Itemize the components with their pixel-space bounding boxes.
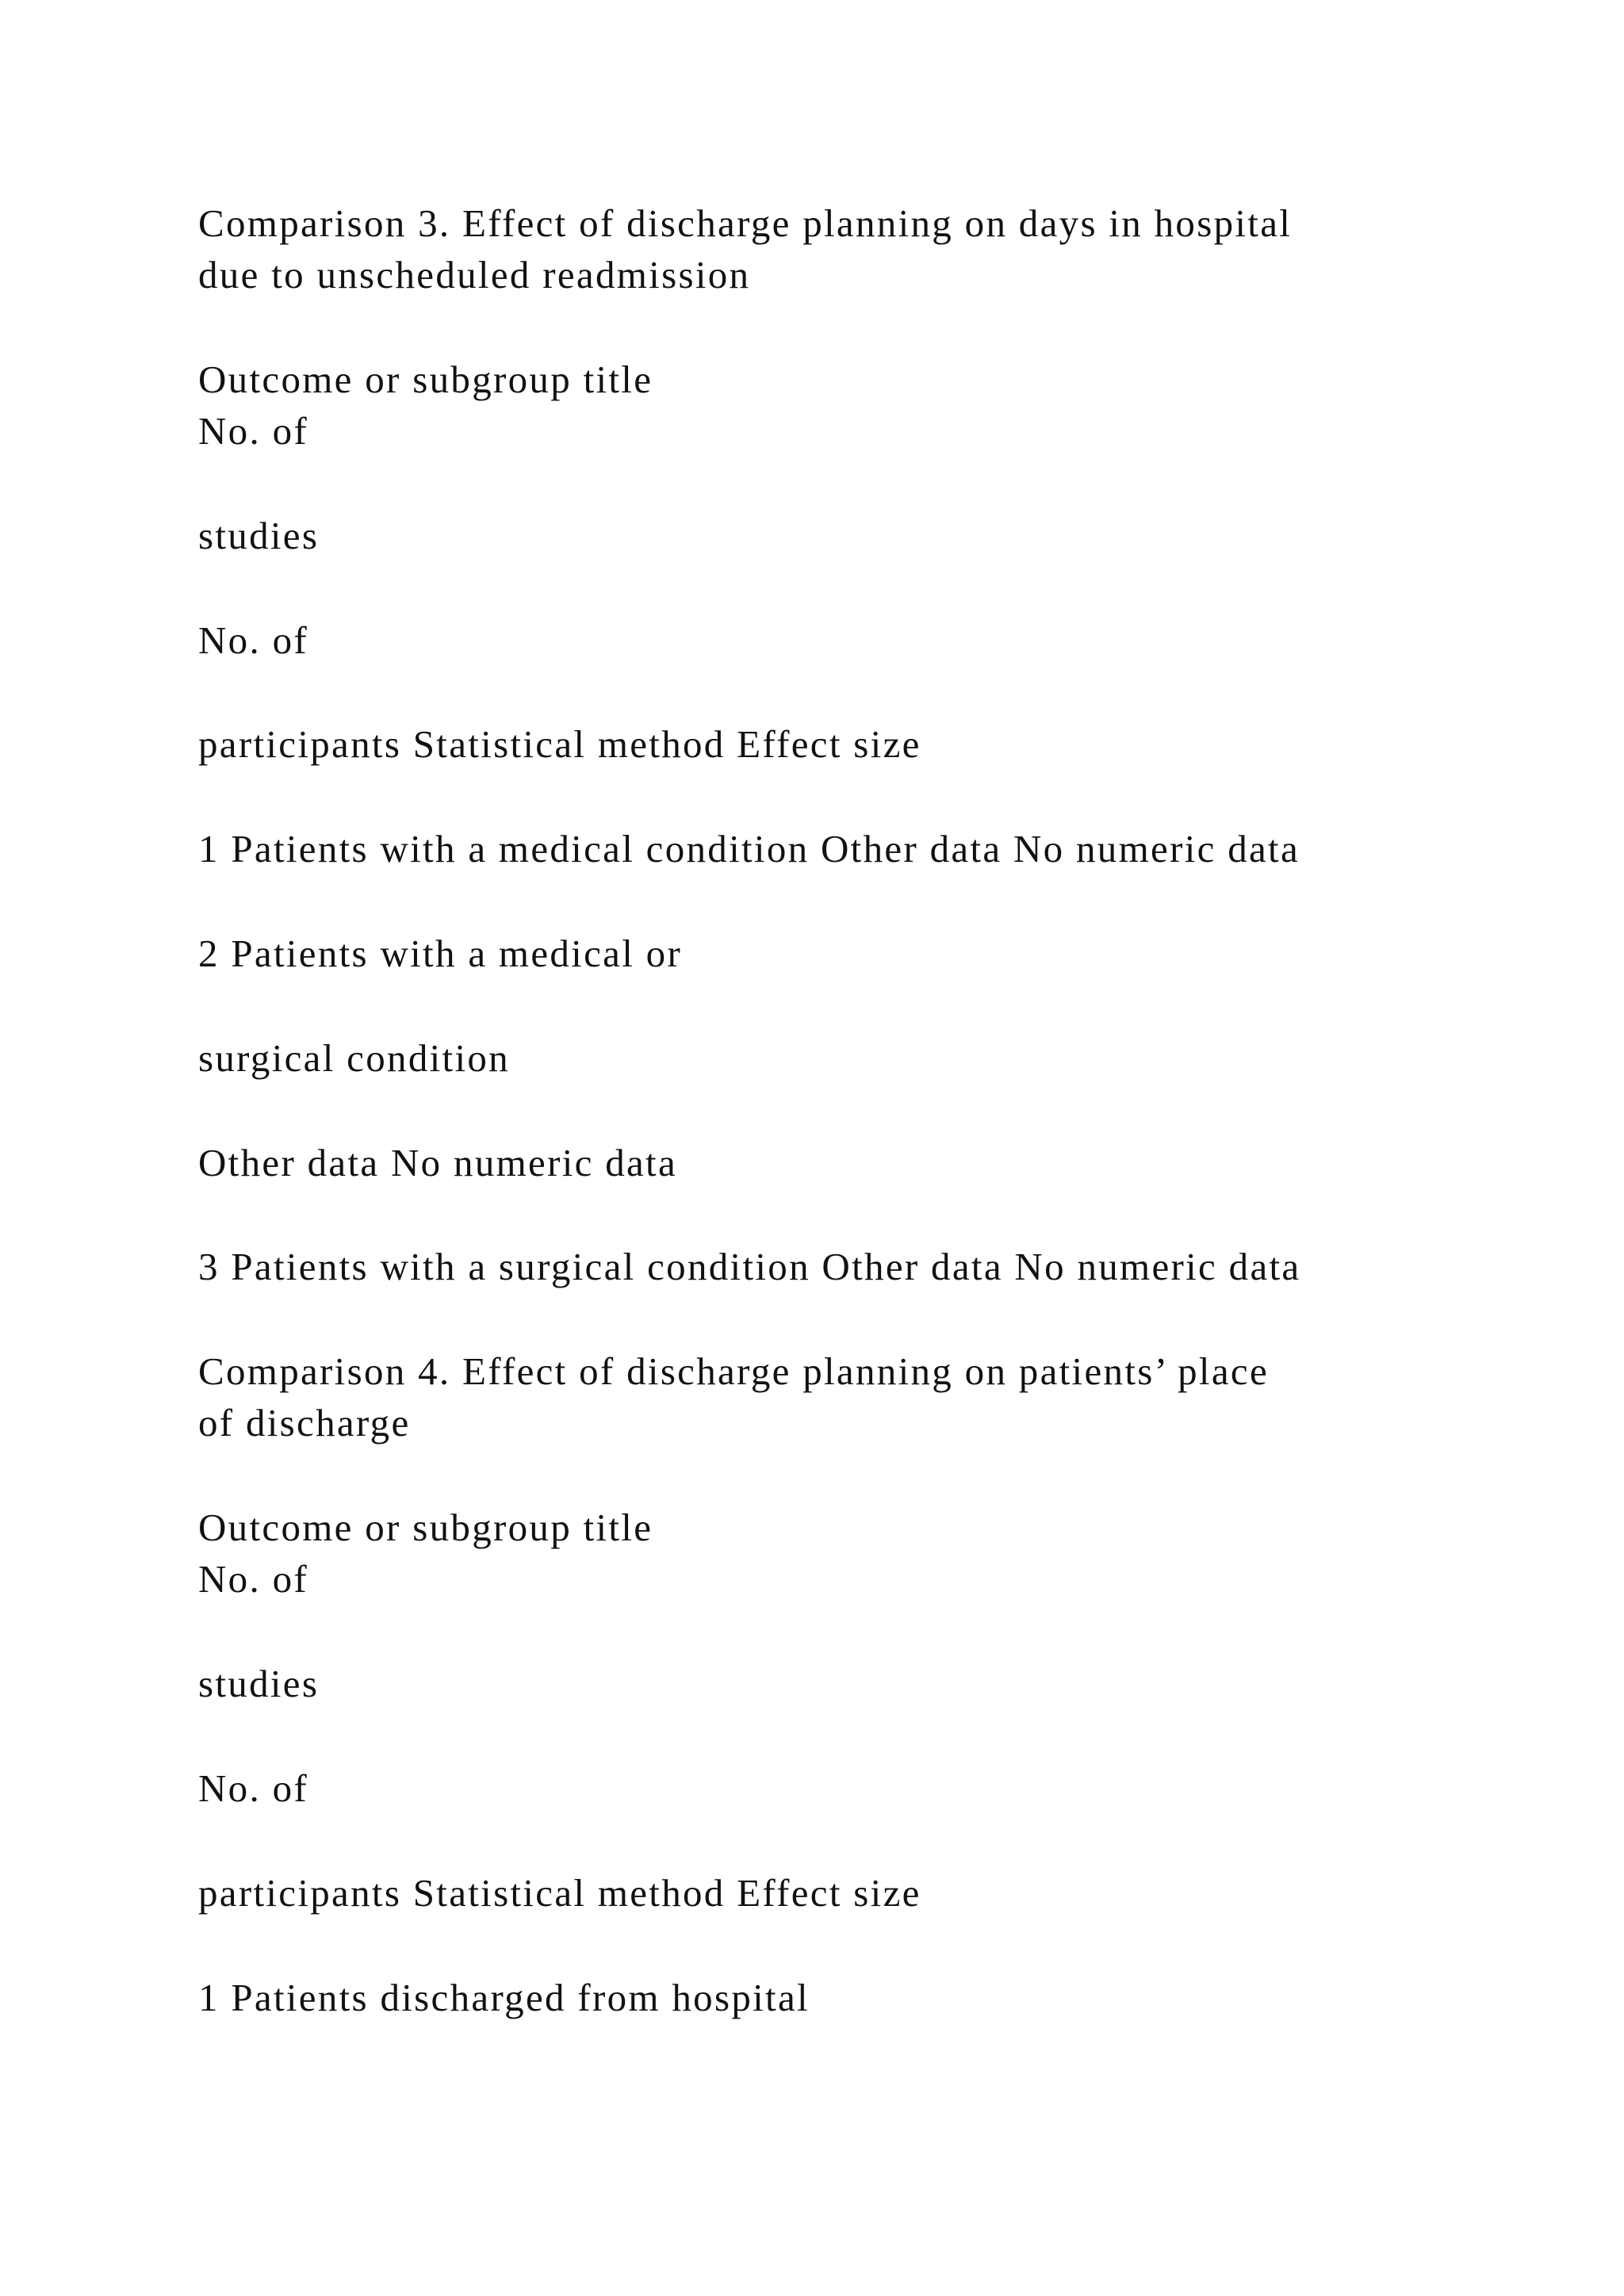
comparison-3-row-2: 2 Patients with a medical or: [198, 932, 683, 975]
comparison-3-header-no-of-participants: No. of: [198, 618, 309, 662]
comparison-4-header-outcome: Outcome or subgroup title: [198, 1506, 653, 1549]
comparison-3-title-line-1: Comparison 3. Effect of discharge planning on days in hospital: [198, 201, 1293, 245]
comparison-4-title-line-2: of discharge: [198, 1401, 411, 1445]
comparison-4-row-1: 1 Patients discharged from hospital: [198, 1976, 810, 2019]
comparison-3-header-studies: studies: [198, 514, 320, 557]
comparison-4-header-no-of-participants: No. of: [198, 1766, 309, 1810]
comparison-3-row-2-data: Other data No numeric data: [198, 1141, 678, 1184]
comparison-4-header-no-of-studies: No. of: [198, 1557, 309, 1601]
comparison-3-row-3: 3 Patients with a surgical condition Other data No numeric data: [198, 1245, 1301, 1288]
comparison-4-header-studies: studies: [198, 1662, 320, 1705]
comparison-3-row-1: 1 Patients with a medical condition Other data No numeric data: [198, 827, 1300, 871]
comparison-3-header-outcome: Outcome or subgroup title: [198, 358, 653, 401]
comparison-4-header-participants-method-effect: participants Statistical method Effect size: [198, 1871, 921, 1915]
comparison-3-title-line-2: due to unscheduled readmission: [198, 253, 751, 297]
comparison-4-title-line-1: Comparison 4. Effect of discharge planning on patients’ place: [198, 1349, 1269, 1393]
comparison-3-row-2-continued: surgical condition: [198, 1036, 510, 1080]
comparison-3-header-no-of-studies: No. of: [198, 409, 309, 453]
comparison-3-header-participants-method-effect: participants Statistical method Effect size: [198, 722, 921, 766]
